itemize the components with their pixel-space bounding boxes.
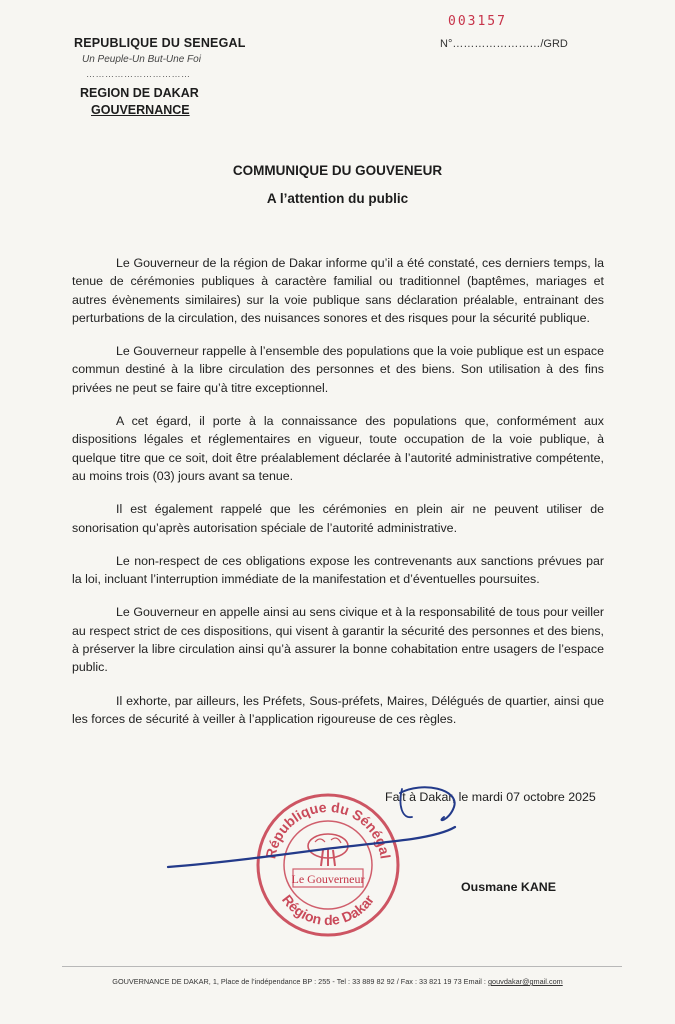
paragraph: Il est également rappelé que les cérémonies en plein air ne peuvent utiliser de sonorisation qu’après autorisation spéciale de l’autorité administrative. [72,502,604,535]
office-name: GOUVERNANCE [91,103,190,117]
reference-line: N°……………………/GRD [440,38,568,50]
letterhead-separator: …………………………… [86,69,191,79]
seal-center-text: Le Gouverneur [291,872,365,886]
seal-top-text: République du Sénégal [262,798,394,860]
date-line: Fait à Dakar, le mardi 07 octobre 2025 [385,790,596,804]
seal-bottom-text: Région de Dakar [278,891,378,929]
document-title: COMMUNIQUE DU GOUVENEUR [232,163,443,178]
signer-name: Ousmane KANE [461,880,557,894]
reference-stamp-number: 003157 [448,14,507,29]
footer-address: GOUVERNANCE DE DAKAR, 1, Place de l’indépendance BP : 255 - Tel : 33 889 82 92 / Fax : 33 821 19 73 Email : [112,977,488,986]
letterhead [74,36,284,117]
document-subtitle: A l’attention du public [266,191,409,206]
communique-body [72,254,604,743]
paragraph: Le Gouverneur rappelle à l’ensemble des populations que la voie publique est un espace commun destiné à la libre circulation des personnes et des biens. Son utilisation à des fins privées ne peut se faire qu’à titre exceptionnel. [72,344,604,395]
footer-email: gouvdakar@gmail.com [488,977,563,986]
national-motto: Un Peuple-Un But-Une Foi [82,54,201,65]
footer-contact [0,977,675,986]
paragraph: A cet égard, il porte à la connaissance des populations que, conformément aux dispositions légales et réglementaires en vigueur, toute occupation de la voie publique, à quelque titre que ce soit, doit être préalablement déclarée à l’autorité administrative compétente, au moins trois (03) jours avant sa tenue. [72,414,604,483]
signature [150,775,470,890]
paragraph: Le Gouverneur de la région de Dakar informe qu’il a été constaté, ces derniers temps, la tenue de cérémonies publiques à caractère familial ou traditionnel (baptêmes, mariages et autres évènements similaires) sur la voie publique sans déclaration préalable, entrainant des perturbations de la circulation, des nuisances sonores et des risques pour la sécurité publique. [72,256,604,325]
paragraph: Il exhorte, par ailleurs, les Préfets, Sous-préfets, Maires, Délégués de quartier, ainsi que les forces de sécurité à veiller à l’application rigoureuse de ces règles. [72,693,604,726]
paragraph: Le Gouverneur en appelle ainsi au sens civique et à la responsabilité de tous pour veiller au respect strict de ces dispositions, qui visent à garantir la sécurité des personnes et des biens, à préserver la libre circulation ainsi qu’à assurer la bonne cohabitation entre usagers de l’espace public. [72,605,604,675]
paragraph: Le non-respect de ces obligations expose les contrevenants aux sanctions prévues par la loi, incluant l’interruption immédiate de la manifestation et d’éventuelles poursuites. [72,553,604,587]
country-name: REPUBLIQUE DU SENEGAL [74,36,246,50]
region-name: REGION DE DAKAR [80,86,199,100]
footer-divider [62,966,622,967]
